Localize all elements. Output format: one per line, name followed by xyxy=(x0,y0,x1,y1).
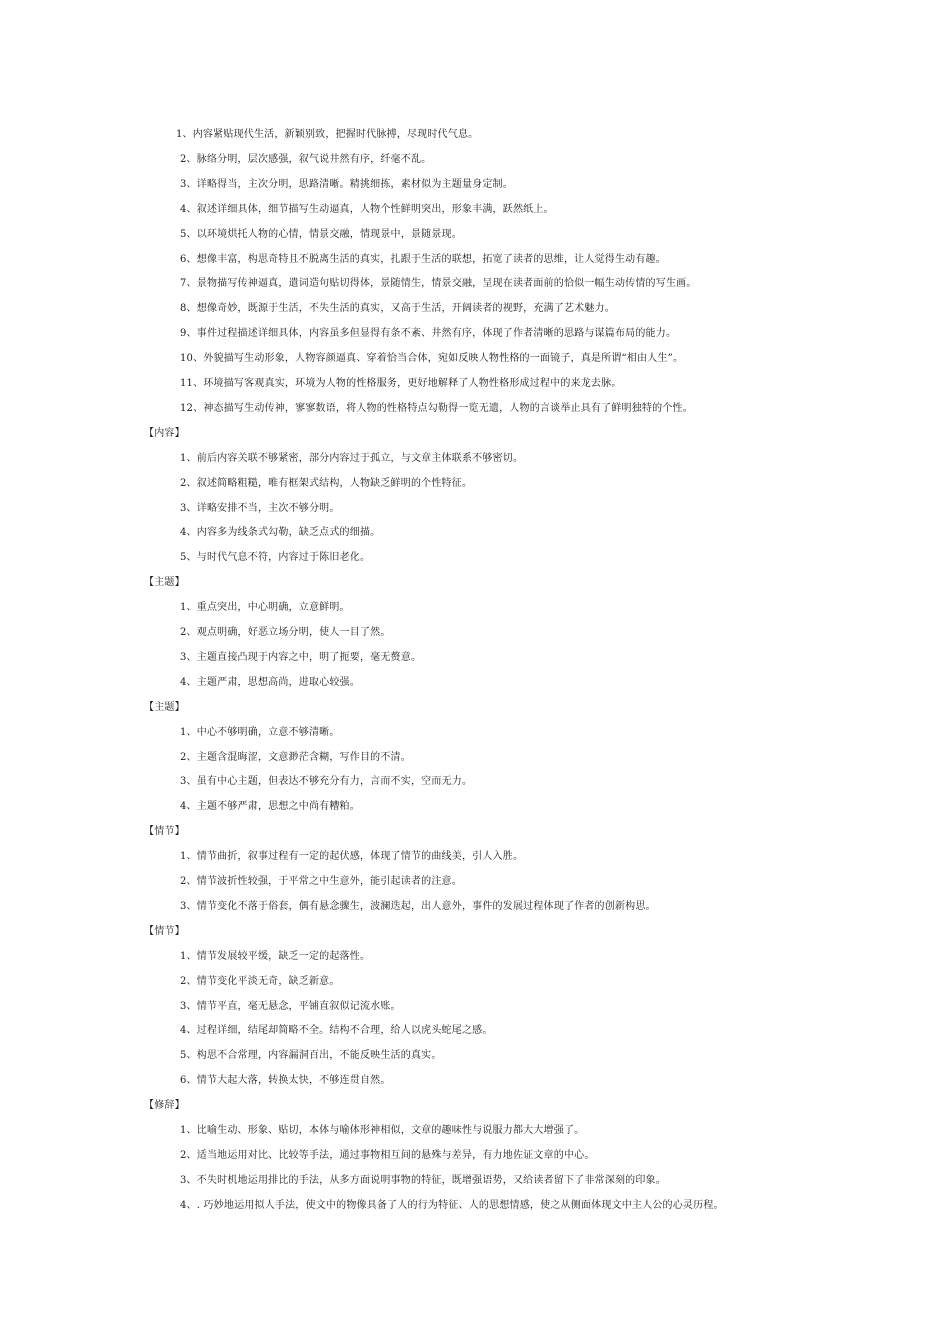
list-item: 1、情节曲折，叙事过程有一定的起伏感，体现了情节的曲线美，引人入胜。 xyxy=(180,851,524,862)
section-heading: 【内容】 xyxy=(144,428,185,439)
list-item: 12、神态描写生动传神，寥寥数语，将人物的性格特点勾勒得一览无遗，人物的言谈举止具有了鲜明独特的个性。 xyxy=(180,403,693,414)
section-heading: 【主题】 xyxy=(144,702,185,713)
list-item: 3、主题直接凸现于内容之中，明了扼要，毫无赘意。 xyxy=(180,652,422,663)
list-item: 2、适当地运用对比、比较等手法，通过事物相互间的悬殊与差异，有力地佐证文章的中心。 xyxy=(180,1150,595,1161)
list-item: 4、. 巧妙地运用拟人手法，使文中的物像具备了人的行为特征、人的思想情感，使之从侧面体现文中主人公的心灵历程。 xyxy=(180,1200,724,1211)
list-item: 2、情节波折性较强，于平常之中生意外，能引起读者的注意。 xyxy=(180,876,462,887)
section-heading: 【主题】 xyxy=(144,577,185,588)
list-item: 6、想像丰富，构思奇特且不脱离生活的真实，扎跟于生活的联想，拓宽了读者的思维，让人觉得生动有趣。 xyxy=(180,254,666,265)
list-item: 3、情节变化不落于俗套，偶有悬念骤生，波澜迭起，出人意外，事件的发展过程体现了作者的创新构思。 xyxy=(180,901,656,912)
list-item: 4、内容多为线条式勾勒，缺乏点式的细描。 xyxy=(180,527,381,538)
list-item: 2、观点明确，好恶立场分明，使人一目了然。 xyxy=(180,627,391,638)
list-item: 4、主题不够严肃，思想之中尚有糟粕。 xyxy=(180,801,360,812)
list-item: 1、内容紧贴现代生活，新颖别致，把握时代脉搏，尽现时代气息。 xyxy=(176,129,479,140)
list-item: 11、环境描写客观真实，环境为人物的性格服务，更好地解释了人物性格形成过程中的来龙去脉。 xyxy=(180,378,622,389)
list-item: 1、前后内容关联不够紧密，部分内容过于孤立，与文章主体联系不够密切。 xyxy=(180,453,524,464)
list-item: 3、不失时机地运用排比的手法，从多方面说明事物的特征，既增强语势，又给读者留下了非常深刻的印象。 xyxy=(180,1175,666,1186)
list-item: 1、比喻生动、形象、贴切，本体与喻体形神相似，文章的趣味性与说服力都大大增强了。 xyxy=(180,1125,585,1136)
list-item: 3、虽有中心主题，但表达不够充分有力，言而不实，空而无力。 xyxy=(180,776,473,787)
list-item: 6、情节大起大落，转换太快，不够连贯自然。 xyxy=(180,1075,391,1086)
list-item: 4、叙述详细具体，细节描写生动逼真，人物个性鲜明突出，形象丰满，跃然纸上。 xyxy=(180,204,554,215)
list-item: 5、与时代气息不符，内容过于陈旧老化。 xyxy=(180,552,371,563)
list-item: 10、外貌描写生动形象，人物容颜逼真、穿着恰当合体，宛如反映人物性格的一面镜子，真是所谓“相由人生”。 xyxy=(180,353,684,364)
list-item: 1、中心不够明确，立意不够清晰。 xyxy=(180,727,340,738)
list-item: 4、过程详细，结尾却简略不全。结构不合理，给人以虎头蛇尾之感。 xyxy=(180,1025,493,1036)
list-item: 2、主题含混晦涩，文意渺茫含糊，写作目的不清。 xyxy=(180,752,411,763)
list-item: 2、情节变化平淡无奇，缺乏新意。 xyxy=(180,976,340,987)
list-item: 3、详略得当，主次分明，思路清晰。精挑细拣，素材似为主题量身定制。 xyxy=(180,179,513,190)
list-item: 2、脉络分明，层次感强，叙气说井然有序，纤毫不乱。 xyxy=(180,154,432,165)
list-item: 3、详略安排不当，主次不够分明。 xyxy=(180,503,340,514)
list-item: 4、主题严肃，思想高尚，进取心较强。 xyxy=(180,677,360,688)
list-item: 9、事件过程描述详细具体，内容虽多但显得有条不紊、井然有序，体现了作者清晰的思路与谋篇布局的能力。 xyxy=(180,328,677,339)
list-item: 2、叙述简略粗糙，唯有框架式结构，人物缺乏鲜明的个性特征。 xyxy=(180,478,473,489)
list-item: 1、重点突出，中心明确，立意鲜明。 xyxy=(180,602,350,613)
list-item: 7、景物描写传神逼真，遣词造句贴切得体，景随情生，情景交融，呈现在读者面前的恰似一幅生动传情的写生画。 xyxy=(180,278,697,289)
list-item: 5、构思不合常理，内容漏洞百出，不能反映生活的真实。 xyxy=(180,1050,442,1061)
list-item: 5、以环境烘托人物的心情，情景交融，情现景中，景随景现。 xyxy=(180,229,462,240)
list-item: 8、想像奇妙，既源于生活，不失生活的真实，又高于生活，开阔读者的视野，充满了艺术魅力。 xyxy=(180,303,615,314)
section-heading: 【情节】 xyxy=(144,926,185,937)
list-item: 1、情节发展较平缓，缺乏一定的起落性。 xyxy=(180,951,371,962)
list-item: 3、情节平直，毫无悬念，平铺直叙似记流水账。 xyxy=(180,1001,401,1012)
section-heading: 【情节】 xyxy=(144,826,185,837)
section-heading: 【修辞】 xyxy=(144,1100,185,1111)
